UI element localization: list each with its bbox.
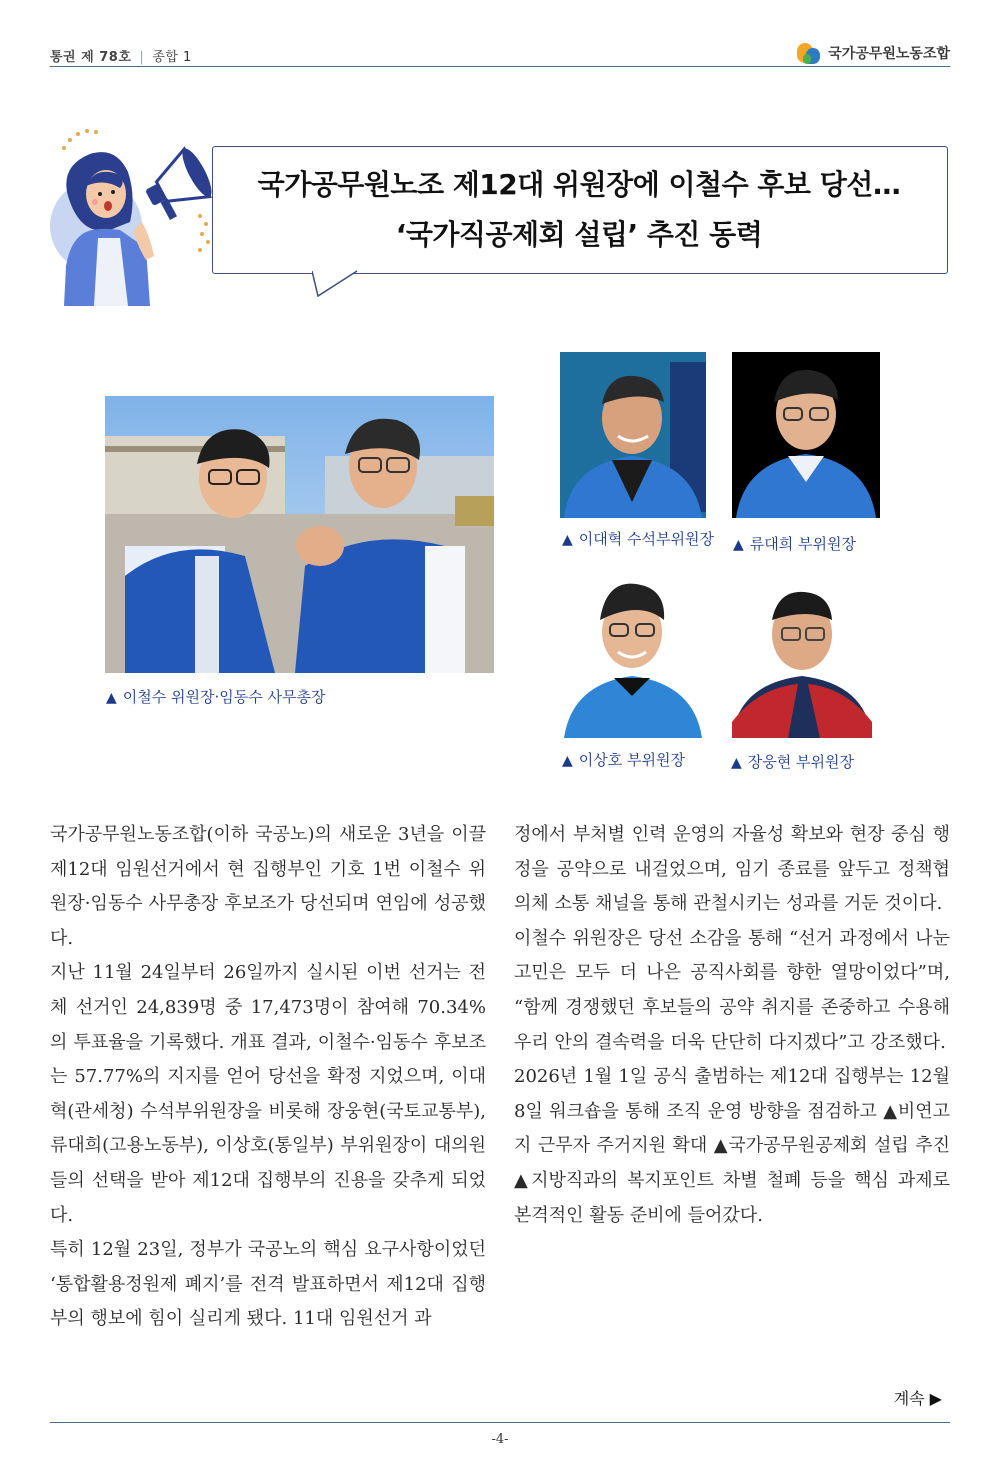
- footer-divider: [50, 1422, 950, 1423]
- portrait-1-caption: [562, 528, 714, 549]
- caption-2-text: 류대희 부위원장: [749, 535, 856, 553]
- union-logo-icon: [796, 40, 822, 66]
- paragraph: 특히 12월 23일, 정부가 국공노의 핵심 요구사항이었던 ‘통합활용정원제 폐지’를 전격 발표하면서 제12대 집행부의 행보에 힘이 실리게 됐다. 11대 임원선거 과: [50, 1239, 486, 1330]
- main-caption-text: 이철수 위원장·임동수 사무총장: [122, 688, 326, 706]
- caption-triangle-icon: ▲: [733, 537, 744, 553]
- caption-triangle-icon: ▲: [106, 690, 117, 706]
- portrait-lee-daehyuk: [560, 352, 706, 518]
- section-label: 종합 1: [152, 50, 192, 65]
- paragraph: 정에서 부처별 인력 운영의 자율성 확보와 현장 중심 행정을 공약으로 내걸었으며, 임기 종료를 앞두고 정책협의체 소통 채널을 통해 관철시키는 성과를 거둔 것이다.: [514, 824, 950, 915]
- speech-bubble-tail-icon: [312, 270, 372, 300]
- caption-triangle-icon: ▲: [562, 753, 573, 769]
- article-left-column: [50, 818, 486, 1337]
- caption-triangle-icon: ▲: [731, 755, 742, 771]
- paragraph: 2026년 1월 1일 공식 출범하는 제12대 집행부는 12월 8일 워크숍을 통해 조직 운영 방향을 점검하고 ▲비연고지 근무자 주거지원 확대 ▲국가공무원공제회 설립 추진 ▲지방직과의 복지포인트 차별 철폐 등을 핵심 과제로 본격적인 활동 준비에 들어갔다.: [514, 1066, 950, 1226]
- portrait-4-caption: [731, 751, 854, 772]
- page-number: -4-: [491, 1432, 509, 1447]
- issue-info: [50, 46, 192, 65]
- woman-megaphone-illustration-icon: [50, 126, 220, 306]
- headline: [212, 160, 946, 260]
- caption-triangle-icon: ▲: [562, 532, 573, 548]
- headline-line-1: 국가공무원노조 제12대 위원장에 이철수 후보 당선…: [257, 168, 901, 201]
- issue-number: 통권 제 78호: [50, 50, 132, 65]
- paragraph: 지난 11월 24일부터 26일까지 실시된 이번 선거는 전체 선거인 24,839명 중 17,473명이 참여해 70.34%의 투표율을 기록했다. 개표 결과, 이철수·임동수 후보조는 57.77%의 지지를 얻어 당선을 확정 지었으며, 이대혁(관세청) 수석부위원장을 비롯해 장웅현(국토교통부), 류대희(고용노동부), 이상호(통일부) 부위원장이 대의원들의 선택을 받아 제12대 집행부의 진용을 갖추게 되었다.: [50, 962, 486, 1226]
- portrait-jang-woonghyun: [728, 572, 876, 738]
- portrait-3-caption: [562, 749, 685, 770]
- continued-link[interactable]: 계속 ▶: [893, 1389, 942, 1408]
- caption-4-text: 장웅현 부위원장: [747, 753, 854, 771]
- main-photo-president-secretary: [105, 396, 494, 673]
- caption-1-text: 이대혁 수석부위원장: [578, 530, 714, 548]
- headline-line-2: ‘국가직공제회 설립’ 추진 동력: [395, 218, 763, 251]
- paragraph: 국가공무원노동조합(이하 국공노)의 새로운 3년을 이끌 제12대 임원선거에서 현 집행부인 기호 1번 이철수 위원장·임동수 사무총장 후보조가 당선되며 연임에 성공했다.: [50, 824, 486, 949]
- main-photo-caption: [106, 686, 325, 707]
- portrait-2-caption: [733, 533, 856, 554]
- header-separator: |: [139, 50, 145, 65]
- portrait-lee-sangho: [560, 570, 706, 738]
- org-brand: [796, 40, 950, 66]
- portrait-ryu-daehee: [732, 352, 880, 518]
- article-right-column: [514, 818, 950, 1233]
- header-divider: [50, 66, 950, 67]
- org-name: 국가공무원노동조합: [828, 46, 950, 62]
- paragraph: 이철수 위원장은 당선 소감을 통해 “선거 과정에서 나눈 고민은 모두 더 나은 공직사회를 향한 열망이었다”며, “함께 경쟁했던 후보들의 공약 취지를 존중하고 수용해 우리 안의 결속력을 더욱 단단히 다지겠다”고 강조했다.: [514, 927, 950, 1053]
- caption-3-text: 이상호 부위원장: [578, 751, 685, 769]
